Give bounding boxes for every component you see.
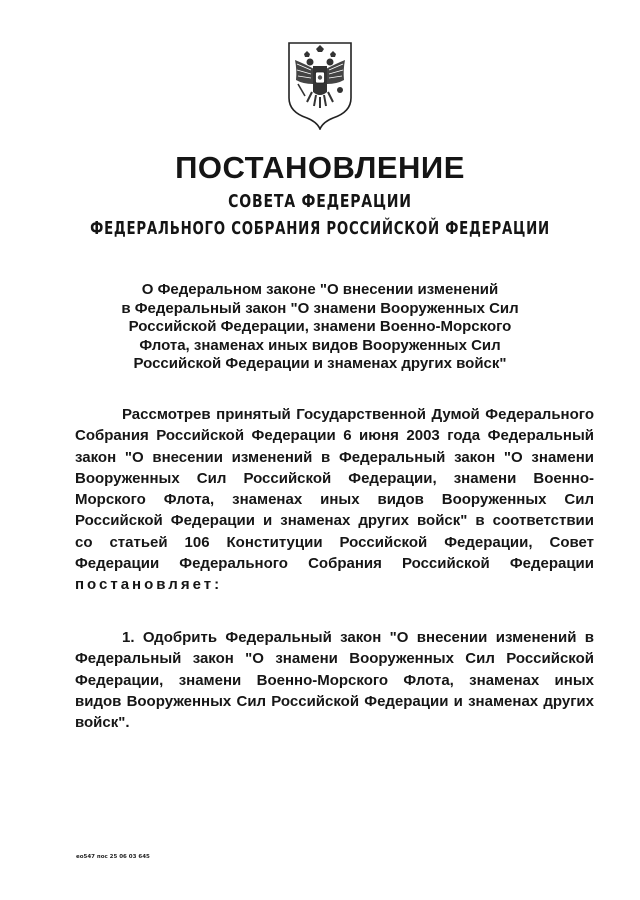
text-line: закон "О внесении изменений в Федеральный закон "О знамени [75, 448, 594, 466]
resolves-word: постановляет: [75, 576, 223, 594]
text-line: Собрания Российской Федерации 6 июня 2003 года Федеральный [75, 427, 594, 445]
document-title: ПОСТАНОВЛЕНИЕ [175, 150, 465, 185]
subject-line: в Федеральный закон "О знамени Вооруженных Сил [121, 299, 519, 317]
preamble-paragraph [75, 404, 594, 596]
issuer-line-2: ФЕДЕРАЛЬНОГО СОБРАНИЯ РОССИЙСКОЙ ФЕДЕРАЦИИ [90, 218, 550, 239]
subject-line: Флота, знаменах иных видов Вооруженных Сил [139, 336, 501, 354]
subject-line: О Федеральном законе "О внесении изменений [141, 281, 499, 298]
text-line: Федерации, знамени Военно-Морского Флота, знаменах иных [75, 671, 594, 689]
text-line: видов Вооруженных Сил Российской Федерации и знаменах других [75, 692, 594, 710]
text-line: Российской Федерации и знаменах других войск" в соответствии [75, 512, 594, 530]
text-line: войск". [75, 714, 130, 732]
state-emblem [283, 40, 357, 130]
text-line: Вооруженных Сил Российской Федерации, знамени Военно- [75, 469, 594, 487]
subject-line: Российской Федерации, знамени Военно-Морского [128, 318, 512, 335]
text-line: Морского Флота, знаменах иных видов Вооруженных Сил [75, 491, 594, 509]
resolution-item-1 [75, 627, 594, 733]
document-code: ео547 пос 25 06 03 645 [76, 854, 150, 860]
text-line: 1. Одобрить Федеральный закон "О внесении изменений в [122, 629, 594, 646]
document-subject [90, 281, 550, 374]
subject-line: Российской Федерации и знаменах других войск" [133, 355, 507, 372]
russian-coat-of-arms-icon [283, 40, 357, 130]
text-line: со статьей 106 Конституции Российской Федерации, Совет [75, 533, 594, 551]
text-line: Рассмотрев принятый Государственной Думой Федерального [122, 406, 594, 423]
text-line: Федеральный закон "О знамени Вооруженных Сил Российской [75, 650, 594, 668]
issuer-line-1: СОВЕТА ФЕДЕРАЦИИ [228, 191, 412, 212]
text-line: Федерации Федерального Собрания Российской Федерации [75, 555, 594, 573]
